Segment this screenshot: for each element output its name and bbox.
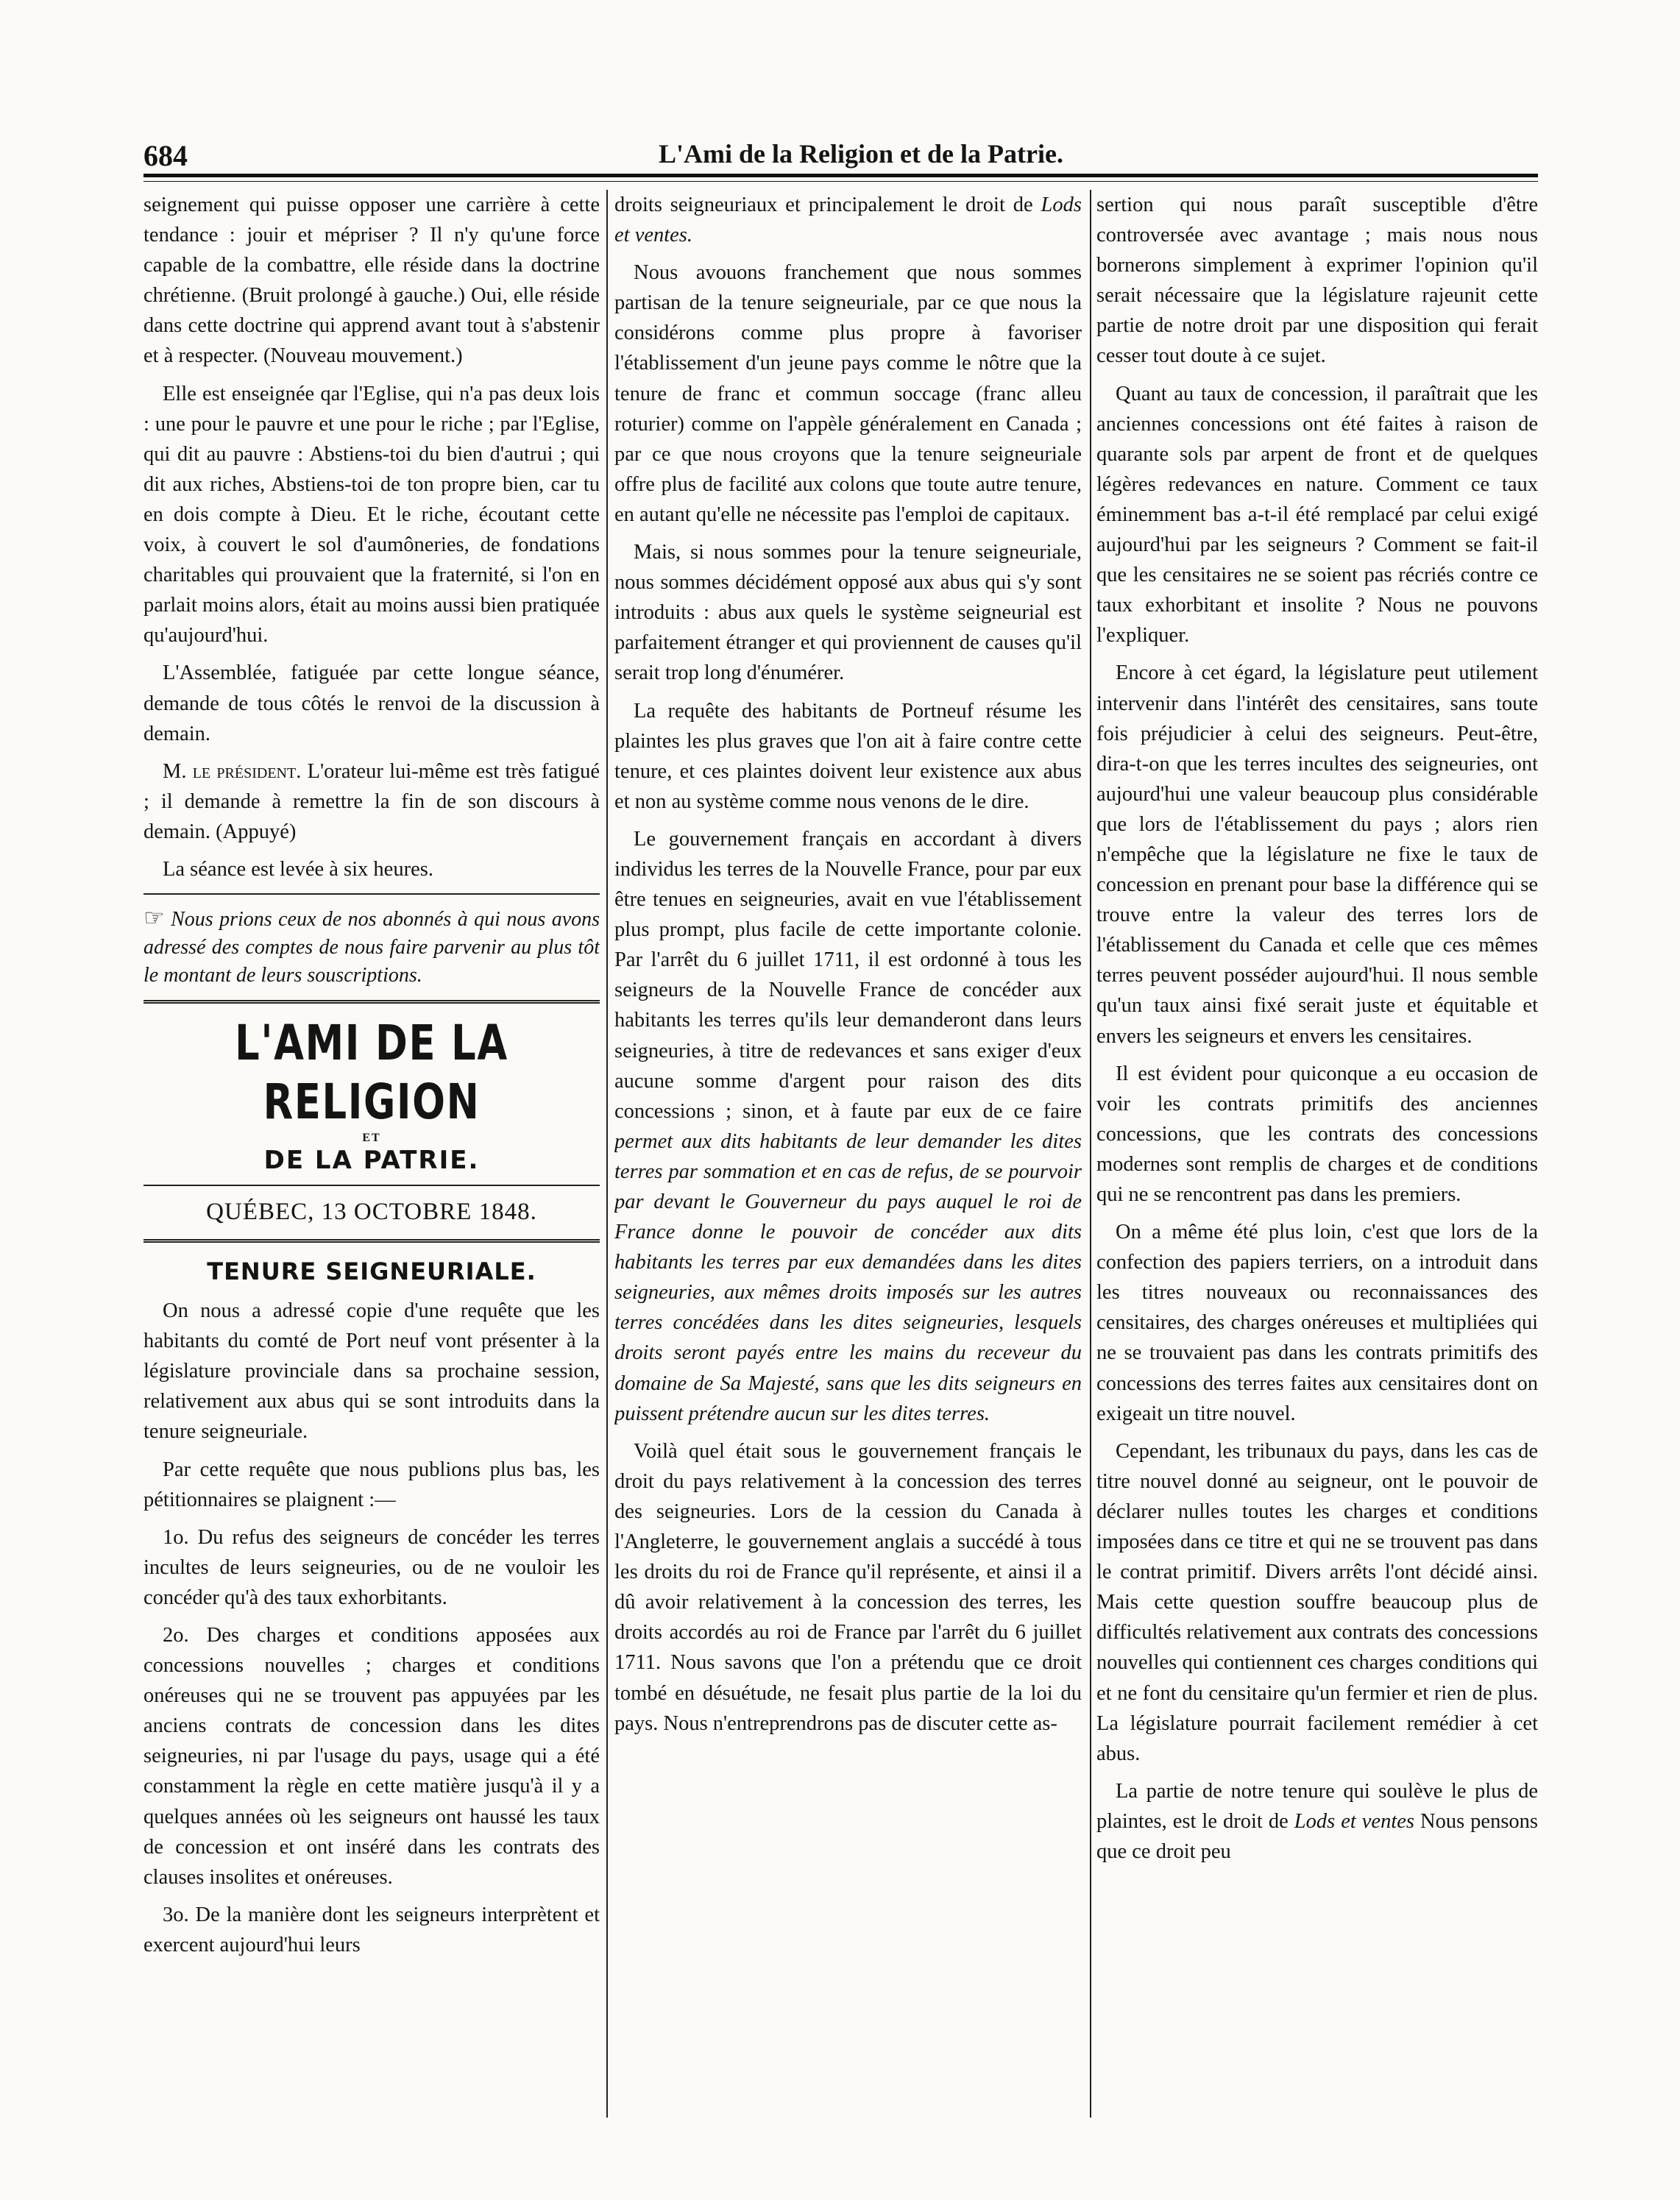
paragraph: Encore à cet égard, la législature peut utilement intervenir dans l'intérêt des censitaires, sans toute fois préjudicier à celui des seigneurs. Peut-être, dira-t-on que les terres incultes des seigneuries, ont aujourd'hui une valeur beaucoup plus considérable que lors de l'établissement du pays ; alors rien n'empêche que la législature ne fixe le taux de concession en prenant pour base la différence qui se trouve entre la valeur des terres lors de l'établissement du Canada et celle que ces mêmes terres peuvent posséder aujourd'hui. Il nous semble qu'un taux ainsi fixé serait juste et équitable et envers les seigneurs et envers les censitaires. xyxy=(1096,661,1538,1048)
separator xyxy=(143,1185,600,1186)
masthead-subtitle: DE LA PATRIE. xyxy=(263,1146,480,1176)
paragraph: On a même été plus loin, c'est que lors de la confection des papiers terriers, on a introduit dans les titres nouveaux ou reconnaissances des censitaires, des charges onéreuses et multipliées qui ne se trouvaient pas dans les contrats primitifs des concessions des terres faites aux censitaires dont on exigeait un titre nouvel. xyxy=(1096,1221,1538,1425)
separator xyxy=(143,1000,600,1004)
paragraph: Quant au taux de concession, il paraîtrait que les anciennes concessions ont été faites à raison de quarante sols par arpent de front et de quelques légères redevances en nature. Comment ce taux éminemment bas a-t-il été remplacé par celui exigé aujourd'hui par les seigneurs ? Comment se fait-il que les censitaires ne se soient pas récriés contre ce taux exhorbitant et insolite ? Nous ne pouvons l'expliquer. xyxy=(1096,382,1538,647)
paragraph: L'Assemblée, fatiguée par cette longue séance, demande de tous côtés le renvoi de la discussion à demain. xyxy=(143,661,600,745)
paragraph: Par cette requête que nous publions plus bas, les pétitionnaires se plaignent :— xyxy=(143,1458,600,1511)
header-rule-thin xyxy=(143,181,1538,182)
section-heading: TENURE SEIGNEURIALE. xyxy=(207,1257,536,1286)
separator xyxy=(143,1239,600,1243)
running-title: L'Ami de la Religion et de la Patrie. xyxy=(659,139,1063,168)
column-divider xyxy=(1090,190,1091,2118)
paragraph: 3o. De la manière dont les seigneurs interprètent et exercent aujourd'hui leurs xyxy=(143,1903,600,1956)
paragraph-text: Nous pensons que ce droit peu xyxy=(1096,1809,1538,1863)
masthead-title: L'AMI DE LA RELIGION xyxy=(235,1015,508,1131)
paragraph: 2o. Des charges et conditions apposées aux concessions nouvelles ; charges et conditions onéreuses qui ne se trouvent pas appuyées par les anciens contrats de concession dans les dites seigneuries, ni par l'usage du pays, usage qui a été constamment la règle en cette matière jusqu'à il y a quelques années où les seigneurs ont haussé les taux de concession et ont inséré dans les contrats des clauses insolites et onéreuses. xyxy=(143,1624,600,1889)
paragraph xyxy=(143,756,600,847)
paragraph xyxy=(1096,1776,1538,1867)
notice-text: Nous prions ceux de nos abonnés à qui nous avons adressé des comptes de nous faire parvenir au plus tôt le montant de leurs souscriptions. xyxy=(143,908,600,987)
column-2 xyxy=(614,190,1082,2118)
paragraph-text: droits seigneuriaux et principalement le droit de xyxy=(614,194,1041,216)
paragraph: Elle est enseignée qar l'Eglise, qui n'a pas deux lois : une pour le pauvre et une pour le riche ; par l'Eglise, qui dit au pauvre : Abstiens-toi du bien d'autrui ; qui dit aux riches, Abstiens-toi de ton propre bien, car tu en dois compte à Dieu. Et le riche, écoutant cette voix, à couvert le sol d'aumôneries, de fondations charitables qui prouvaient que la fraternité, si l'on en parlait moins alors, était au moins aussi bien pratiquée qu'aujourd'hui. xyxy=(143,382,600,647)
separator xyxy=(143,893,600,895)
column-3 xyxy=(1096,190,1538,2118)
paragraph xyxy=(614,190,1082,250)
masthead xyxy=(143,1014,600,1176)
paragraph: La requête des habitants de Portneuf résume les plaintes les plus graves que l'on ait à faire contre cette tenure, et ces plaintes doivent leur existence aux abus et non au système comme nous venons de le dire. xyxy=(614,699,1082,813)
speaker-name: M. le président. xyxy=(163,759,302,783)
paragraph: sertion qui nous paraît susceptible d'être controversée avec avantage ; mais nous nous bornerons simplement à exprimer l'opinion qu'il serait nécessaire que la législature rajeunit cette partie de notre droit par une disposition qui ferait cesser tout doute à ce sujet. xyxy=(1096,194,1538,368)
speaker-text: L'orateur lui-même est très fatigué ; il demande à remettre la fin de son discours à demain. (Appuyé) xyxy=(143,759,600,843)
emphasis-text: Lods et ventes xyxy=(1294,1809,1414,1833)
column-1 xyxy=(143,190,600,2118)
paragraph xyxy=(614,824,1082,1429)
paragraph: La séance est levée à six heures. xyxy=(163,857,433,881)
page-number: 684 xyxy=(143,139,188,172)
pointing-hand-icon: ☞ xyxy=(143,904,165,932)
paragraph: Voilà quel était sous le gouvernement français le droit du pays relativement à la concession des terres des seigneuries. Lors de la cession du Canada à l'Angleterre, le gouvernement anglais a succédé à tous les droits du roi de France qu'il représente, et ainsi il a dû avoir relativement à la concession des terres, les droits accordés au roi de France par l'arrêt du 6 juillet 1711. Nous savons que l'on a prétendu que ce droit tombé en désuétude, ne fesait plus partie de la loi du pays. Nous n'entreprendrons pas de discuter cette as- xyxy=(614,1439,1082,1735)
paragraph: 1o. Du refus des seigneurs de concéder les terres incultes de leurs seigneuries, ou de ne vouloir les concéder qu'à des taux exhorbitants. xyxy=(143,1525,600,1609)
paragraph: Cependant, les tribunaux du pays, dans les cas de titre nouvel donné au seigneur, ont le pouvoir de déclarer nulles toutes les charges et conditions imposées dans ce titre et qui ne se trouvent pas dans le contrat primitif. Divers arrêts l'ont décidé ainsi. Mais cette question souffre beaucoup plus de difficultés relativement aux contrats des concessions nouvelles qui contiennent ces charges conditions qui et ne font du censitaire qu'un fermier et rien de plus. La législature pourrait facilement remédier à cet abus. xyxy=(1096,1439,1538,1765)
paragraph: On nous a adressé copie d'une requête que les habitants du comté de Port neuf vont présenter à la législature provinciale dans sa prochaine session, relativement aux abus qui se sont introduits dans la tenure seigneuriale. xyxy=(143,1299,600,1444)
header-rule xyxy=(143,174,1538,177)
emphasis-text: Lods et ventes. xyxy=(614,194,1082,247)
subscriber-notice xyxy=(143,904,600,990)
paragraph: Mais, si nous sommes pour la tenure seigneuriale, nous sommes décidément opposé aux abus qui s'y sont introduits : abus aux quels le système seigneurial est parfaitement étranger et qui proviennent de causes qu'il serait trop long d'énumérer. xyxy=(614,541,1082,685)
paragraph: Nous avouons franchement que nous sommes partisan de la tenure seigneuriale, par ce que nous la considérons comme plus propre à favoriser l'établissement d'un jeune pays comme le nôtre que la tenure de franc et commun soccage (franc alleu roturier) comme on l'appèle généralement en Canada ; par ce que nous croyons que la tenure seigneuriale offre plus de facilité aux colons que toute autre tenure, en autant qu'elle ne nécessite pas l'emploi de capitaux. xyxy=(614,261,1082,526)
paragraph: Il est évident pour quiconque a eu occasion de voir les contrats primitifs des anciennes concessions, que les contrats des concessions modernes sont remplis de charges et de conditions qui ne se rencontrent pas dans les premiers. xyxy=(1096,1062,1538,1206)
paragraph-text: Le gouvernement français en accordant à divers individus les terres de la Nouvelle France, pour par eux être tenues en seigneuries, avait en vue l'établissement plus prompt, plus facile de cette importante colonie. Par l'arrêt du 6 juillet 1711, il est ordonné à tous les seigneurs de la Nouvelle France de concéder aux habitants les terres qu'ils leur demanderont dans leurs seigneuries, à titre de redevances et sans exiger d'eux aucune somme d'argent pour raison des dits concessions ; sinon, et à faute par eux de ce faire xyxy=(614,827,1082,1123)
paragraph: seignement qui puisse opposer une carrière à cette tendance : jouir et mépriser ? Il n'y qu'une force capable de la combattre, elle réside dans la doctrine chrétienne. (Bruit prolongé à gauche.) Oui, elle réside dans cette doctrine qui apprend avant tout à s'abstenir et à respecter. (Nouveau mouvement.) xyxy=(143,194,600,368)
paragraph-text: La partie de notre tenure qui soulève le plus de plaintes, est le droit de xyxy=(1096,1779,1538,1833)
page-header xyxy=(143,138,1542,172)
masthead-et: ET xyxy=(362,1132,381,1145)
dateline: QUÉBEC, 13 OCTOBRE 1848. xyxy=(206,1199,537,1226)
emphasis-text: permet aux dits habitants de leur demander les dites terres par sommation et en cas de refus, de se pourvoir par devant le Gouverneur du pays auquel le roi de France donne le pouvoir de concéder aux dits habitants les terres par eux demandées dans les dites seigneuries, aux mêmes droits imposés sur les autres terres concédées dans les dites seigneuries, lesquels droits seront payés entre les mains du receveur du domaine de Sa Majesté, sans que les dits seigneurs en puissent prétendre aucun sur les dites terres. xyxy=(614,1129,1082,1425)
column-divider xyxy=(606,190,608,2118)
